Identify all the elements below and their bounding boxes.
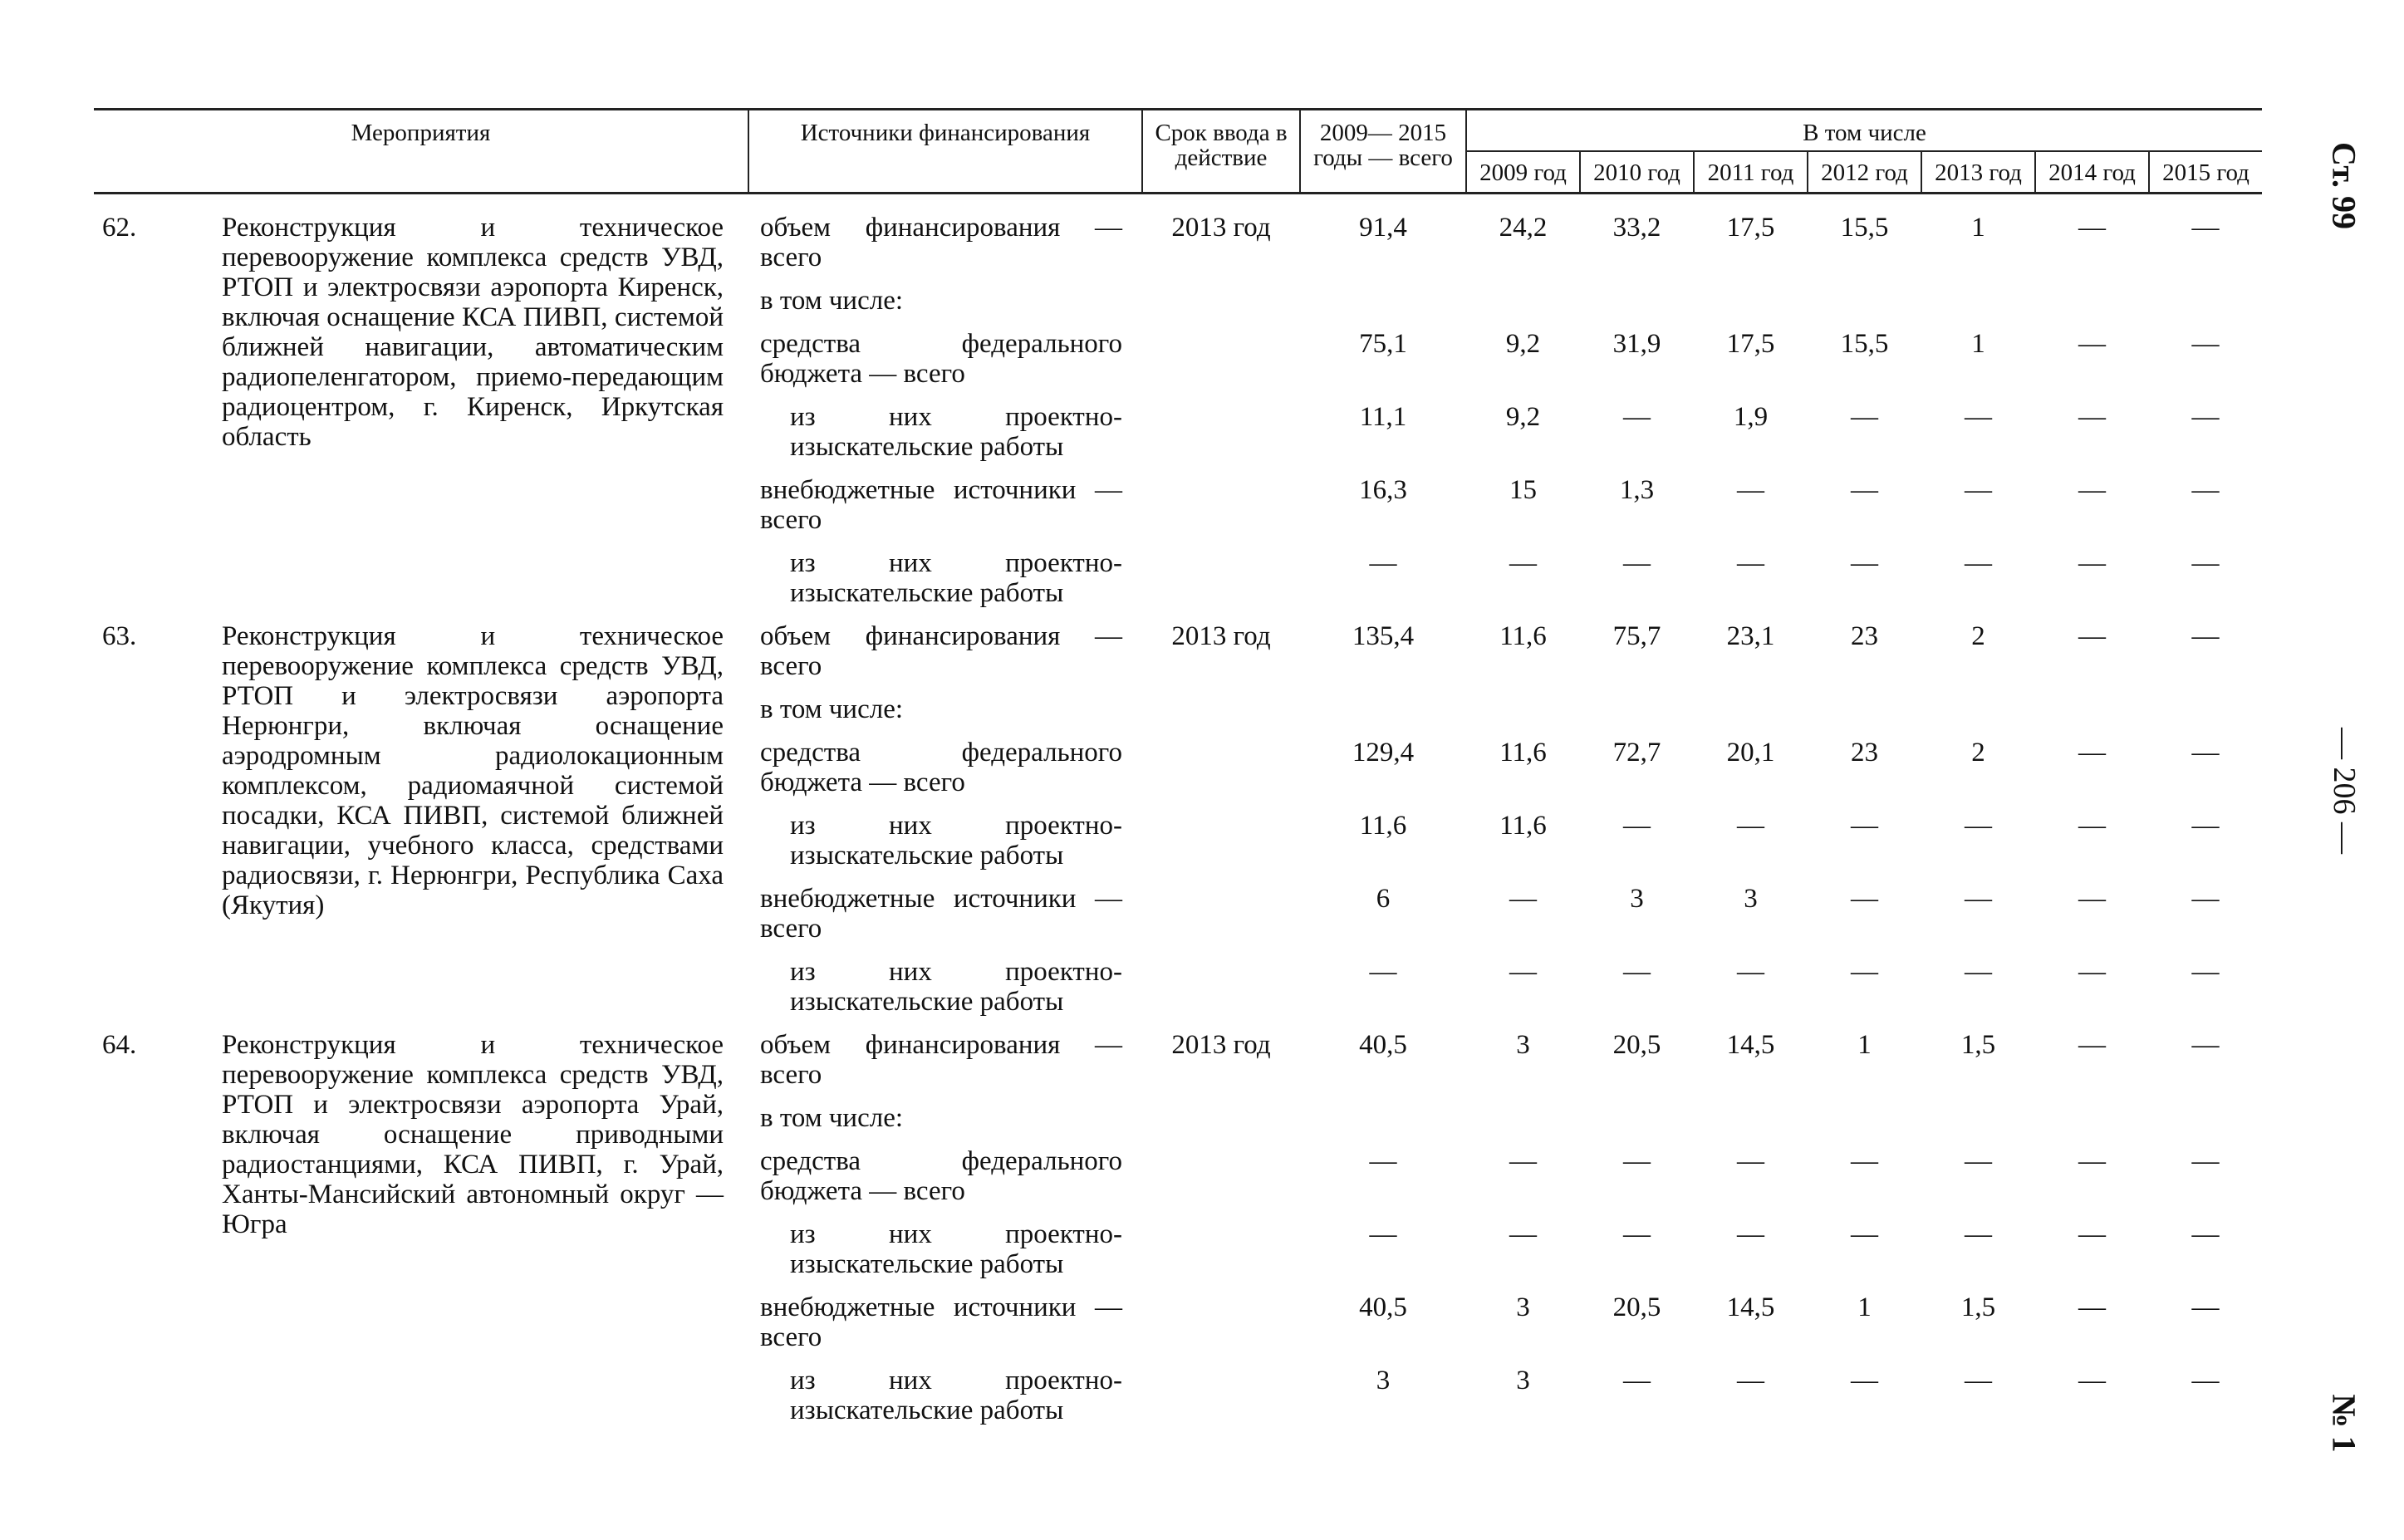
year-amount <box>1580 691 1694 734</box>
year-amount: — <box>1623 957 1651 987</box>
year-amount: — <box>1851 811 1878 841</box>
year-amount: — <box>1737 811 1764 841</box>
page-margin <box>2261 0 2404 1540</box>
year-amount: — <box>1623 811 1651 841</box>
total-amount: 16,3 <box>1359 475 1407 505</box>
year-amount: — <box>2191 738 2220 768</box>
year-amount: 3 <box>1630 884 1644 914</box>
year-amount: — <box>2191 1292 2220 1322</box>
year-amount: — <box>2078 738 2106 768</box>
total-amount: 6 <box>1376 884 1391 914</box>
table-body <box>94 194 2262 1436</box>
funding-source: из них проектно-изыскательские работы <box>790 548 1122 608</box>
total-amount <box>1300 282 1466 326</box>
commissioning-term: 2013 год <box>1171 213 1271 243</box>
total-amount: 91,4 <box>1359 213 1407 243</box>
year-amount <box>1580 282 1694 326</box>
table-row <box>94 1027 2262 1100</box>
year-amount: — <box>1623 402 1651 432</box>
year-amount <box>2035 691 2149 734</box>
event-description: Реконструкция и техническое перевооружение комплекса средств УВД, РТОП и электросвязи аэропорта Нерюнгри, включая оснащение аэродромным радиолокационным комплексом, радиомаячной системой посадки, КСА ПИВП, системой ближней навигации, учебного класса, средствами радиосвязи, г. Нерюнгри, Республика Саха (Якутия) <box>222 621 724 920</box>
year-amount <box>2035 282 2149 326</box>
year-amount <box>1921 282 2035 326</box>
year-amount: — <box>2191 475 2220 505</box>
year-amount: 9,2 <box>1505 402 1541 432</box>
year-amount: 1,9 <box>1733 402 1769 432</box>
funding-source: из них проектно-изыскательские работы <box>790 402 1122 462</box>
commissioning-term <box>1142 1216 1300 1289</box>
year-amount: 11,6 <box>1499 738 1547 768</box>
year-amount: 17,5 <box>1726 213 1775 243</box>
year-amount: — <box>1965 1366 1992 1395</box>
year-amount: — <box>1965 548 1992 578</box>
funding-table-page <box>94 108 2262 1435</box>
funding-source: внебюджетные источники — всего <box>760 1292 1122 1352</box>
commissioning-term <box>1142 807 1300 880</box>
year-amount: — <box>2191 1030 2220 1060</box>
year-amount: 14,5 <box>1726 1030 1775 1060</box>
year-amount <box>2149 282 2262 326</box>
year-amount: 15 <box>1509 475 1537 505</box>
row-number: 62. <box>102 213 137 243</box>
funding-source: внебюджетные источники — всего <box>760 884 1122 944</box>
year-amount: 1 <box>1857 1030 1872 1060</box>
year-amount <box>1808 1100 1921 1143</box>
funding-source: из них проектно-изыскательские работы <box>790 1219 1122 1279</box>
year-amount: — <box>2078 811 2106 841</box>
year-amount <box>1808 691 1921 734</box>
year-amount <box>1808 282 1921 326</box>
year-amount: — <box>2078 548 2106 578</box>
total-amount: 40,5 <box>1359 1030 1407 1060</box>
year-amount: — <box>1851 884 1878 914</box>
year-amount: — <box>1737 548 1764 578</box>
year-amount: 15,5 <box>1840 329 1889 359</box>
header-term: Срок ввода в действие <box>1142 110 1300 194</box>
year-amount: — <box>2191 621 2220 651</box>
year-amount: 1,5 <box>1960 1292 1996 1322</box>
year-amount: — <box>2078 1146 2106 1176</box>
total-amount: 3 <box>1376 1366 1391 1395</box>
year-amount: — <box>1509 884 1537 914</box>
year-amount: — <box>1965 1146 1992 1176</box>
year-amount: 15,5 <box>1840 213 1889 243</box>
year-amount: — <box>1965 402 1992 432</box>
year-amount: — <box>2191 402 2220 432</box>
commissioning-term <box>1142 1362 1300 1435</box>
year-amount: — <box>2191 1366 2220 1395</box>
year-amount: — <box>2078 475 2106 505</box>
year-amount: — <box>1965 1219 1992 1249</box>
year-amount: 11,6 <box>1499 621 1547 651</box>
total-amount: 11,6 <box>1359 811 1407 841</box>
funding-source: из них проектно-изыскательские работы <box>790 957 1122 1017</box>
year-amount: — <box>1851 1219 1878 1249</box>
year-amount <box>1466 691 1580 734</box>
total-amount <box>1300 1100 1466 1143</box>
year-amount: — <box>1965 957 1992 987</box>
year-amount: — <box>2191 329 2220 359</box>
year-amount: 75,7 <box>1612 621 1661 651</box>
year-amount: — <box>1965 475 1992 505</box>
year-amount: — <box>1737 1366 1764 1395</box>
funding-source: средства федерального бюджета — всего <box>760 1146 1122 1206</box>
year-amount: — <box>1851 1366 1878 1395</box>
year-amount: — <box>1509 1219 1537 1249</box>
year-amount: — <box>2078 329 2106 359</box>
commissioning-term <box>1142 734 1300 807</box>
funding-source: объем финансирования — всего <box>760 621 1122 681</box>
year-amount <box>1466 282 1580 326</box>
year-amount: — <box>1737 957 1764 987</box>
year-amount: 23 <box>1851 621 1878 651</box>
funding-table <box>94 108 2262 1435</box>
commissioning-term <box>1142 472 1300 545</box>
year-amount: — <box>1509 957 1537 987</box>
funding-source: из них проектно-изыскательские работы <box>790 1366 1122 1425</box>
table-row <box>94 209 2262 282</box>
funding-source: средства федерального бюджета — всего <box>760 329 1122 389</box>
year-amount: — <box>2191 811 2220 841</box>
year-amount: 1,5 <box>1960 1030 1996 1060</box>
year-amount: — <box>1737 475 1764 505</box>
year-amount: 1 <box>1971 213 1985 243</box>
funding-source: средства федерального бюджета — всего <box>760 738 1122 797</box>
table-header <box>94 110 2262 194</box>
year-amount: — <box>2078 1219 2106 1249</box>
year-amount: — <box>2191 213 2220 243</box>
commissioning-term <box>1142 1289 1300 1362</box>
commissioning-term <box>1142 954 1300 1027</box>
commissioning-term <box>1142 880 1300 954</box>
total-amount: 135,4 <box>1352 621 1415 651</box>
year-amount <box>2149 1100 2262 1143</box>
year-amount <box>2149 691 2262 734</box>
funding-source: в том числе: <box>760 694 904 724</box>
year-amount: — <box>2078 1030 2106 1060</box>
year-amount <box>1921 1100 2035 1143</box>
year-amount <box>1694 282 1808 326</box>
year-amount: — <box>1623 1366 1651 1395</box>
year-amount: — <box>1509 548 1537 578</box>
header-year: 2012 год <box>1808 151 1921 194</box>
header-year: 2009 год <box>1466 151 1580 194</box>
commissioning-term <box>1142 1143 1300 1216</box>
year-amount: — <box>2078 402 2106 432</box>
year-amount: 1 <box>1857 1292 1872 1322</box>
year-amount: 23,1 <box>1726 621 1775 651</box>
year-amount: — <box>1851 957 1878 987</box>
commissioning-term <box>1142 326 1300 399</box>
header-year: 2015 год <box>2149 151 2262 194</box>
total-amount: 129,4 <box>1352 738 1415 768</box>
total-amount: — <box>1369 1219 1397 1249</box>
page-label: Ст. 99 <box>2325 142 2363 229</box>
year-amount <box>1580 1100 1694 1143</box>
row-number: 64. <box>102 1030 137 1060</box>
header-year: 2011 год <box>1694 151 1808 194</box>
year-amount <box>1694 691 1808 734</box>
year-amount: — <box>2078 884 2106 914</box>
year-amount: 24,2 <box>1499 213 1548 243</box>
event-description: Реконструкция и техническое перевооружение комплекса средств УВД, РТОП и электросвязи аэропорта Киренск, включая оснащение КСА ПИВП, системой ближней навигации, автоматическим радиопеленгатором, приемо-передающим радиоцентром, г. Киренск, Иркутская область <box>222 213 724 452</box>
header-sources: Источники финансирования <box>748 110 1142 194</box>
year-amount: — <box>1509 1146 1537 1176</box>
header-including: В том числе <box>1466 110 2262 152</box>
year-amount: 3 <box>1516 1030 1530 1060</box>
year-amount <box>1921 691 2035 734</box>
year-amount: — <box>1737 1146 1764 1176</box>
year-amount <box>1466 1100 1580 1143</box>
commissioning-term <box>1142 399 1300 472</box>
year-amount: 20,5 <box>1612 1292 1661 1322</box>
year-amount: — <box>1965 811 1992 841</box>
year-amount <box>2035 1100 2149 1143</box>
year-amount: 72,7 <box>1612 738 1661 768</box>
header-year: 2013 год <box>1921 151 2035 194</box>
year-amount: 3 <box>1516 1366 1530 1395</box>
total-amount: 11,1 <box>1359 402 1407 432</box>
page-number: — 206 — <box>2327 728 2362 854</box>
table-row <box>94 618 2262 691</box>
year-amount: — <box>1851 475 1878 505</box>
year-amount: — <box>2078 213 2106 243</box>
total-amount: — <box>1369 957 1397 987</box>
event-description: Реконструкция и техническое перевооружение комплекса средств УВД, РТОП и электросвязи аэропорта Урай, включая оснащение приводными радиостанциями, КСА ПИВП, г. Урай, Ханты-Мансийский автономный округ — Югра <box>222 1030 724 1239</box>
total-amount: 75,1 <box>1359 329 1407 359</box>
year-amount: 33,2 <box>1612 213 1661 243</box>
funding-source: объем финансирования — всего <box>760 1030 1122 1090</box>
year-amount: — <box>1623 548 1651 578</box>
year-amount: 2 <box>1971 738 1985 768</box>
year-amount: 14,5 <box>1726 1292 1775 1322</box>
total-amount <box>1300 691 1466 734</box>
year-amount: — <box>2191 1219 2220 1249</box>
funding-source: в том числе: <box>760 1103 904 1133</box>
commissioning-term <box>1142 1100 1300 1143</box>
funding-source: из них проектно-изыскательские работы <box>790 811 1122 871</box>
total-amount: — <box>1369 548 1397 578</box>
header-year: 2010 год <box>1580 151 1694 194</box>
header-year: 2014 год <box>2035 151 2149 194</box>
year-amount: 1 <box>1971 329 1985 359</box>
funding-source: объем финансирования — всего <box>760 213 1122 272</box>
year-amount: — <box>1623 1219 1651 1249</box>
funding-source: в том числе: <box>760 286 904 316</box>
funding-source: внебюджетные источники — всего <box>760 475 1122 535</box>
header-events: Мероприятия <box>94 110 748 194</box>
year-amount: — <box>1851 402 1878 432</box>
year-amount: 23 <box>1851 738 1878 768</box>
commissioning-term <box>1142 691 1300 734</box>
issue-number: № 1 <box>2325 1394 2363 1453</box>
year-amount: — <box>2191 548 2220 578</box>
total-amount: — <box>1369 1146 1397 1176</box>
year-amount: 11,6 <box>1499 811 1547 841</box>
year-amount: — <box>1851 548 1878 578</box>
year-amount: — <box>2078 957 2106 987</box>
year-amount: — <box>1623 1146 1651 1176</box>
year-amount: 3 <box>1516 1292 1530 1322</box>
year-amount: — <box>2191 957 2220 987</box>
year-amount: — <box>1737 1219 1764 1249</box>
commissioning-term: 2013 год <box>1171 621 1271 651</box>
year-amount: 2 <box>1971 621 1985 651</box>
year-amount: — <box>2078 1366 2106 1395</box>
year-amount: 3 <box>1744 884 1758 914</box>
year-amount <box>1694 1100 1808 1143</box>
year-amount: — <box>2078 1292 2106 1322</box>
year-amount: 20,1 <box>1726 738 1775 768</box>
header-total: 2009— 2015 годы — всего <box>1300 110 1466 194</box>
commissioning-term: 2013 год <box>1171 1030 1271 1060</box>
year-amount: — <box>1965 884 1992 914</box>
year-amount: — <box>2078 621 2106 651</box>
row-number: 63. <box>102 621 137 651</box>
year-amount: — <box>2191 884 2220 914</box>
total-amount: 40,5 <box>1359 1292 1407 1322</box>
year-amount: 17,5 <box>1726 329 1775 359</box>
commissioning-term <box>1142 545 1300 618</box>
year-amount: — <box>2191 1146 2220 1176</box>
year-amount: 20,5 <box>1612 1030 1661 1060</box>
commissioning-term <box>1142 282 1300 326</box>
year-amount: — <box>1851 1146 1878 1176</box>
year-amount: 1,3 <box>1619 475 1655 505</box>
year-amount: 31,9 <box>1612 329 1661 359</box>
year-amount: 9,2 <box>1505 329 1541 359</box>
